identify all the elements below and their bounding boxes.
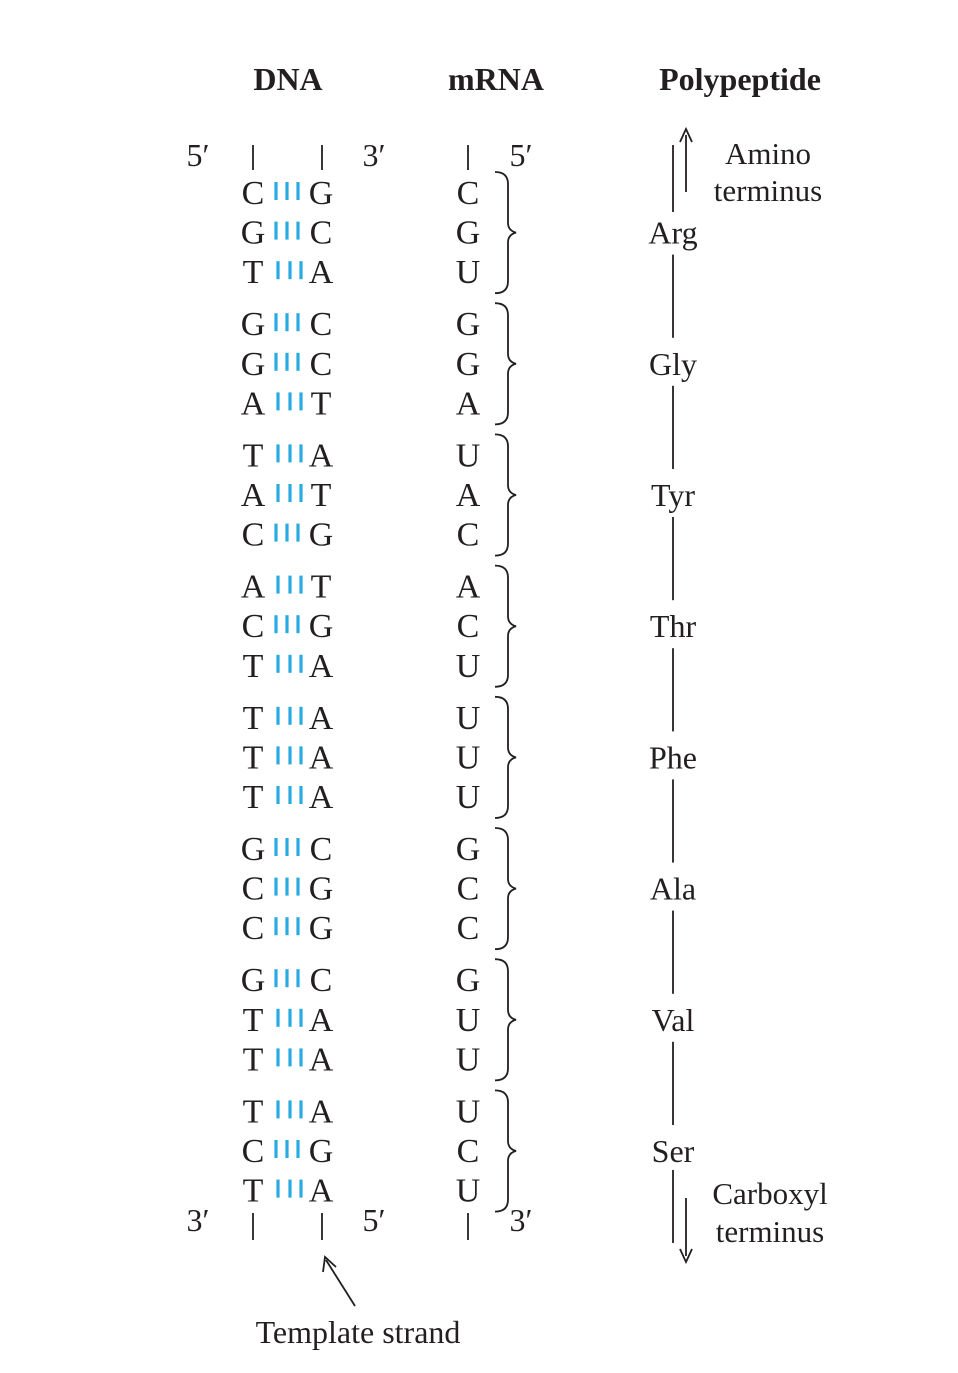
coding-strand-base: C [241,175,265,212]
template-strand-base: A [308,779,334,816]
coding-strand-base: G [240,962,266,1000]
coding-strand-base: T [242,1041,264,1079]
template-strand-label: Template strand [255,1314,461,1350]
codon-group [241,172,698,293]
coding-strand-base: T [242,254,264,292]
mrna-base: U [455,1172,481,1210]
mrna-base: C [456,516,480,554]
codon-brace [495,172,516,293]
dna-coding-5prime-label: 5′ [186,137,210,173]
mrna-base: G [455,831,481,868]
coding-strand-base: C [241,516,265,554]
coding-strand-base: G [240,345,266,383]
mrna-5prime-label: 5′ [509,137,533,173]
coding-strand-base: A [240,385,266,423]
coding-strand-base: T [242,739,264,777]
carboxyl-terminus-label-line1: Carboxyl [712,1176,828,1211]
template-strand-base: A [308,1001,334,1039]
mrna-base: C [456,870,480,908]
mrna-base: U [455,647,481,685]
template-strand-base: A [308,739,334,777]
coding-strand-base: G [240,214,266,252]
mrna-base: G [455,214,481,252]
coding-strand-base: C [241,870,265,908]
codon-brace [495,1090,516,1211]
carboxyl-terminus-label-line2: terminus [715,1214,825,1249]
amino-acid-label: Gly [649,345,697,382]
polypeptide-header: Polypeptide [659,61,821,97]
template-strand-base: G [308,516,334,554]
coding-strand-base: T [242,437,264,475]
codon-brace [495,959,516,1080]
mrna-base: C [456,175,480,212]
template-strand-base: G [308,1133,334,1170]
mrna-base: G [455,345,481,383]
template-strand-base: T [310,477,332,514]
template-strand-base: A [308,699,334,737]
template-strand-base: C [309,962,333,1000]
coding-strand-base: G [240,831,266,868]
coding-strand-base: T [242,647,264,685]
mrna-base: U [455,437,481,475]
mrna-base: U [455,779,481,816]
template-strand-base: A [308,1093,334,1131]
mrna-base: C [456,1133,480,1170]
codon-group [241,566,697,687]
mrna-base: U [455,1093,481,1131]
mrna-base: G [455,962,481,1000]
amino-acid-label: Val [651,1001,695,1038]
coding-strand-base: T [242,779,264,816]
template-strand-base: G [308,175,334,212]
mrna-base: A [455,568,481,606]
coding-strand-base: T [242,1172,264,1210]
amino-acid-label: Arg [648,214,698,251]
coding-strand-base: C [241,1133,265,1170]
coding-strand-base: T [242,699,264,737]
coding-strand-base: A [240,477,266,514]
template-strand-base: A [308,254,334,292]
dna-coding-3prime-label: 3′ [186,1202,210,1238]
dna-template-3prime-label: 3′ [362,137,386,173]
template-strand-base: C [309,345,333,383]
codon-brace [495,303,516,424]
coding-strand-base: T [242,1093,264,1131]
mrna-base: U [455,699,481,737]
amino-acid-label: Thr [649,608,697,645]
template-strand-base: A [308,1172,334,1210]
codon-group [243,697,697,818]
amino-acid-label: Ala [649,870,697,907]
template-strand-base: G [308,910,334,948]
amino-acid-label: Phe [649,739,697,776]
template-strand-base: G [308,608,334,646]
template-strand-base: A [308,1041,334,1079]
codon-group [242,1090,695,1211]
template-strand-base: C [309,214,333,252]
coding-strand-base: A [240,568,266,606]
template-strand-base: G [308,870,334,908]
dna-template-5prime-label: 5′ [362,1202,386,1238]
codon-group [241,434,696,555]
mrna-base: C [456,910,480,948]
template-strand-base: T [310,568,332,606]
mrna-header: mRNA [448,61,544,97]
codon-brace [495,566,516,687]
mrna-3prime-label: 3′ [509,1202,533,1238]
codon-brace [495,434,516,555]
template-strand-base: A [308,647,334,685]
template-strand-base: T [310,385,332,423]
mrna-base: U [455,1041,481,1079]
dna-header: DNA [253,61,323,97]
mrna-base: C [456,608,480,646]
codon-brace [495,828,516,949]
mrna-base: G [455,306,481,344]
amino-terminus-label-line2: terminus [713,173,823,208]
coding-strand-base: C [241,910,265,948]
amino-acid-label: Ser [651,1133,695,1169]
codon-layer [241,172,698,1212]
codon-group [241,828,696,949]
codon-group [241,303,697,424]
mrna-base: U [455,254,481,292]
template-strand-base: A [308,437,334,475]
mrna-base: A [455,477,481,514]
codon-group [241,959,695,1080]
mrna-base: U [455,739,481,777]
coding-strand-base: C [241,608,265,646]
mrna-base: U [455,1001,481,1039]
template-strand-base: C [309,306,333,344]
template-strand-arrow-shaft [326,1260,355,1306]
amino-acid-label: Tyr [651,477,695,513]
template-strand-base: C [309,831,333,868]
codon-brace [495,697,516,818]
amino-terminus-label-line1: Amino [724,136,812,171]
mrna-base: A [455,385,481,423]
coding-strand-base: T [242,1001,264,1039]
coding-strand-base: G [240,306,266,344]
